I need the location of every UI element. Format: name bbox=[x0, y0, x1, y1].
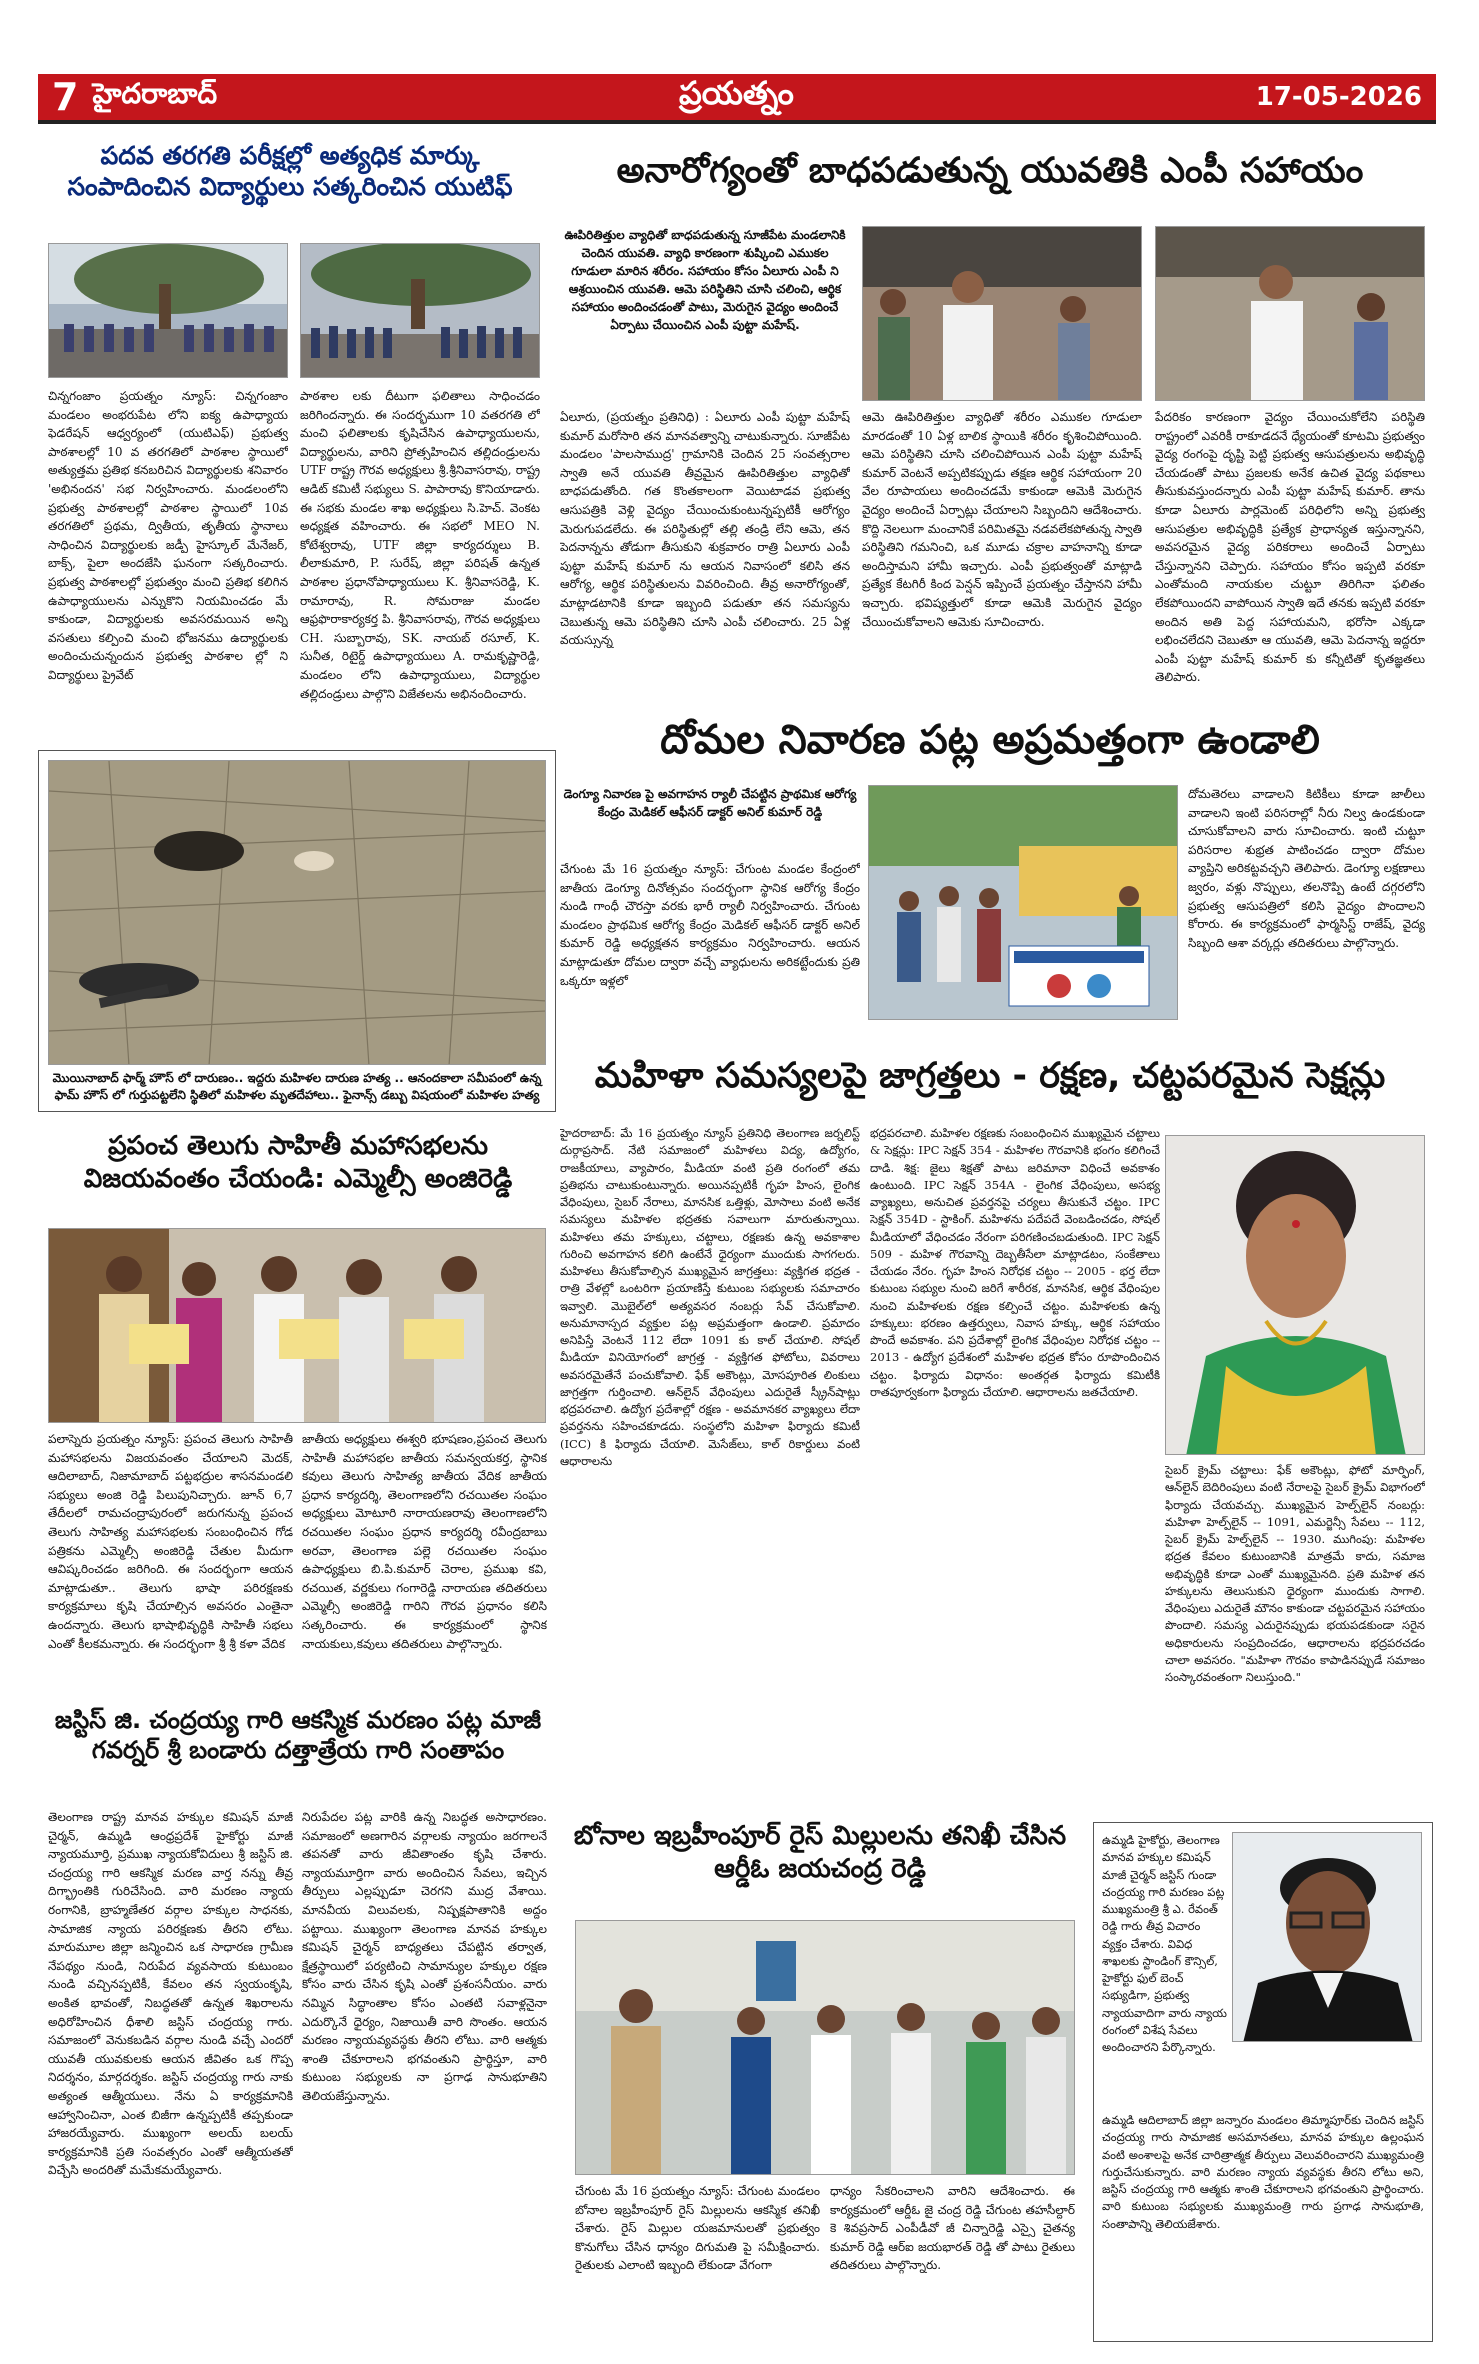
article-women-col2: భద్రపరచాలి. మహిళల రక్షణకు సంబంధించిన ముఖ్యమైన చట్టాలు & సెక్షన్లు: IPC సెక్షన్ 354 - మహిళల గౌరవానికి భంగం కలిగించే దాడి. శిక్ష: జైలు శిక్షతో పాటు జరిమానా విధించే అవకాశం ఉంటుంది. IPC సెక్షన్ 354A - లైంగిక వేధింపులు, అసభ్య వ్యాఖ్యలు, అనుచిత ప్రవర్తనపై చర్యలు తీసుకునే చట్టం. IPC సెక్షన్ 354D - స్టాకింగ్. మహిళను పదేపదే వెంబడించడం, సోషల్ మీడియాలో వేధించడం నేరంగా పరిగణించబడుతుంది. IPC సెక్షన్ 509 - మహిళ గౌరవాన్ని దెబ్బతీసేలా మాట్లాడటం, సంకేతాలు చేయడం నేరం. గృహ హింస నిరోధక చట్టం -- 2005 - భర్త లేదా కుటుంబ సభ్యుల నుంచి జరిగే శారీరక, మానసిక, ఆర్థిక వేధింపుల నుంచి మహిళలకు రక్షణ కల్పించే చట్టం. మహిళలకు ఉన్న హక్కులు: భరణం ఉత్తర్వులు, నివాస హక్కు, ఆర్థిక సహాయం పొందే అవకాశం. పని ప్రదేశాల్లో లైంగిక వేధింపుల నిరోధక చట్టం -- 2013 - ఉద్యోగ ప్రదేశంలో మహిళల భద్రత కోసం రూపొందించిన చట్టం. ఫిర్యాదు విధానం: అంతర్గత ఫిర్యాదు కమిటీకి రాతపూర్వకంగా ఫిర్యాదు చేయాలి. ఆధారాలను జతచేయాలి. bbox=[870, 1126, 1160, 1399]
article-sabha-col2: జాతీయ అధ్యక్షులు ఈశ్వరి భూషణం,ప్రపంచ తెలుగు సాహితీ మహాసభల జాతీయ సమన్వయకర్త, స్థానిక కవులు తెలుగు సాహిత్య జాతీయ వేదిక జాతీయ ప్రధాన కార్యదర్శి, తెలంగాణలోని రచయితల సంఘం అధ్యక్షులు మోటూరి నారాయణరావు తెలంగాణలోని రచయితల సంఘం ప్రధాన కార్యదర్శి రవీంద్రబాబు అరవా, తెలంగాణ పల్లె రచయితల సంఘం ఉపాధ్యక్షులు బి.పి.కుమార్ చెరాల, ప్రముఖ కవి, రచయిత, వర్ణకులు గంగారెడ్డి నారాయణ తదితరులు ఎమ్మెల్సీ అంజిరెడ్డి గారిని గౌరవ ప్రధానం కలిసి సత్కరించారు. ఈ కార్యక్రమంలో స్థానిక నాయకులు,కవులు తదితరులు పాల్గొన్నారు. bbox=[302, 1432, 547, 1651]
photo-mp-with-girl-1 bbox=[862, 226, 1142, 401]
photo-mp-with-girl-2 bbox=[1155, 226, 1425, 401]
headline-dattatreya-condolence: జస్టిస్ జి. చంద్రయ్య గారి ఆకస్మిక మరణం పట్ల మాజీ గవర్నర్ శ్రీ బండారు దత్తాత్రేయ గారి సంతాపం bbox=[54, 1706, 542, 1764]
photo-utf-group-1 bbox=[48, 243, 288, 378]
article-mosquito-col1: చేగుంట మే 16 ప్రయత్నం న్యూస్: చేగుంట మండల కేంద్రంలో జాతీయ డెంగ్యూ దినోత్సవం సందర్భంగా స్థానిక ఆరోగ్య కేంద్రం నుండి గాంధీ చౌరస్తా వరకు భారీ ర్యాలీ నిర్వహించారు. చేగుంట మండలం ప్రాథమిక ఆరోగ్య కేంద్రం మెడికల్ ఆఫీసర్ డాక్టర్ అనిల్ కుమార్ రెడ్డి అధ్యక్షతన కార్యక్రమం నిర్వహించారు. ఆయన మాట్లాడుతూ దోమల ద్వారా వచ్చే వ్యాధులను అరికట్టేందుకు ప్రతి ఒక్కరూ ఇళ్లలో bbox=[560, 862, 860, 988]
article-ricemill-col2: ధాన్యం సేకరించాలని వారిని ఆదేశించారు. ఈ కార్యక్రమంలో ఆర్డీఓ జై చంద్ర రెడ్డి చేగుంట తహసీల్దార్ కె శివప్రసాద్ ఎంపీడీవో జీ చిన్నారెడ్డి ఎస్సై చైతన్య కుమార్ రెడ్డి ఆర్ఐ జయభారత్ రెడ్డి తో పాటు రైతులు తదితరులు పాల్గొన్నారు. bbox=[830, 2184, 1075, 2273]
headline-telugu-sabha: ప్రపంచ తెలుగు సాహితీ మహాసభలను విజయవంతం చేయండి: ఎమ్మెల్సీ అంజిరెడ్డి bbox=[83, 1131, 513, 1194]
headline-rice-mill: బోనాల ఇబ్రహీంపూర్ రైస్ మిల్లులను తనిఖీ చేసిన ఆర్డీఓ జయచంద్ర రెడ్డి bbox=[573, 1821, 1067, 1884]
header-left bbox=[52, 75, 217, 119]
cm-condolence-text-left: ఉమ్మడి హైకోర్టు, తెలంగాణ మానవ హక్కుల కమిషన్ మాజీ చైర్మన్ జస్టిస్ గుండా చంద్రయ్య గారి మరణం పట్ల ముఖ్యమంత్రి శ్రీ ఎ. రేవంత్ రెడ్డి గారు తీవ్ర విచారం వ్యక్తం చేశారు. వివిధ శాఖలకు స్టాండింగ్ కౌన్సిల్, హైకోర్టు ఫుల్ బెంచ్ సభ్యుడిగా, ప్రభుత్వ న్యాయవాదిగా వారు న్యాయ రంగంలో విశేష సేవలు అందించారని పేర్కొన్నారు. bbox=[1102, 1833, 1227, 2054]
article-mp-col2: ఆమె ఊపిరితిత్తుల వ్యాధితో శరీరం ఎముకల గూడులా మారడంతో 10 ఏళ్ల బాలిక స్థాయికి శరీరం కృశించిపోయింది. ఆమె పరిస్థితిని చూసి చలించిపోయిన ఎంపీ పుట్టా మహేష్ కుమార్ వెంటనే అప్పటికప్పుడు తక్షణ ఆర్థిక సహాయంగా 20 వేల రూపాయలు అందించడమే కాకుండా ఆమెకి మెరుగైన వైద్యం అందించే ఏర్పాట్లు చేయాలని సిబ్బందిని ఆదేశించారు. కొద్ది నెలలుగా మంచానికే పరిమితమై నడవలేకపోతున్న స్వాతి పరిస్థితిని గమనించి, ఒక మూడు చక్రాల వాహనాన్ని కూడా అందిస్తామని హామీ ఇచ్చారు. ఎంపీ ప్రభుత్వంతో మాట్లాడి ప్రత్యేక కేటగిరీ కింద పెన్షన్ ఇప్పించే ప్రయత్నం చేస్తానని హామీ ఇచ్చారు. భవిష్యత్తులో కూడా ఆమెకి మెరుగైన వైద్యం చేయించుకోవాలని ఆమెకు సూచించారు. bbox=[862, 410, 1142, 629]
headline-women-safety: మహిళా సమస్యలపై జాగ్రత్తలు - రక్షణ, చట్టపరమైన సెక్షన్లు bbox=[594, 1056, 1386, 1096]
page-number: 7 bbox=[52, 75, 79, 119]
photo-justice-chandraiah bbox=[1232, 1832, 1422, 2042]
article-condolence-col1: తెలంగాణ రాష్ట్ర మానవ హక్కుల కమిషన్ మాజీ చైర్మన్, ఉమ్మడి ఆంధ్రప్రదేశ్ హైకోర్టు మాజీ న్యాయమూర్తి, ప్రముఖ న్యాయకోవిదులు శ్రీ జస్టిస్ జి. చంద్రయ్య గారి ఆకస్మిక మరణ వార్త నన్ను తీవ్ర దిగ్భ్రాంతికి గురిచేసింది. వారి మరణం న్యాయ రంగానికి, బ్రాహ్మణేతర వర్గాల హక్కుల సాధనకు, సామాజిక న్యాయ పరిరక్షణకు తీరని లోటు. మారుమూల జిల్లా జన్మించిన ఒక సాధారణ గ్రామీణ నేపథ్యం నుండి, నిరుపేద వ్యవసాయ కుటుంబం నుండి వచ్చినప్పటికీ, కేవలం తన స్వయంకృషి, అంకిత భావంతో, నిబద్ధతతో ఉన్నత శిఖరాలను అధిరోహించిన ధీశాలి జస్టిస్ చంద్రయ్య గారు. సమాజంలో వెనుకబడిన వర్గాల నుండి వచ్చే ఎందరో యువతీ యువకులకు ఆయన జీవితం ఒక గొప్ప నిదర్శనం, మార్గదర్శకం. జస్టిస్ చంద్రయ్య గారు నాకు అత్యంత ఆత్మీయులు. నేను ఏ కార్యక్రమానికి ఆహ్వానించినా, ఎంత బిజీగా ఉన్నప్పటికీ తప్పకుండా హాజరయ్యేవారు. ముఖ్యంగా అలయ్ బలయ్ కార్యక్రమానికి ప్రతి సంవత్సరం ఎంతో ఆత్మీయతతో విచ్చేసి అందరితో మమేకమయ్యేవారు. bbox=[48, 1810, 293, 2178]
photo-farmhouse-scene bbox=[48, 760, 546, 1065]
article-condolence-col2: నిరుపేదల పట్ల వారికి ఉన్న నిబద్ధత అసాధారణం. సమాజంలో అణగారిన వర్గాలకు న్యాయం జరగాలనే తపనతో వారు జీవితాంతం కృషి చేశారు. న్యాయమూర్తిగా వారు అందించిన సేవలు, ఇచ్చిన తీర్పులు ఎల్లప్పుడూ చెరగని ముద్ర వేశాయి. మానవీయ విలువలకు, నిష్పక్షపాతానికి అద్దం పట్టాయి. ముఖ్యంగా తెలంగాణ మానవ హక్కుల కమిషన్ చైర్మన్ బాధ్యతలు చేపట్టిన తర్వాత, క్షేత్రస్థాయిలో పర్యటించి సామాన్యుల హక్కుల రక్షణ కోసం వారు చేసిన కృషి ఎంతో ప్రశంసనీయం. వారు నమ్మిన సిద్ధాంతాల కోసం ఎంతటి సవాళ్లనైనా ఎదుర్కొనే ధైర్యం, నిజాయితీ వారి సొంతం. ఆయన మరణం న్యాయవ్యవస్థకు తీరని లోటు. వారి ఆత్మకు శాంతి చేకూరాలని భగవంతుని ప్రార్థిస్తూ, వారి కుటుంబ సభ్యులకు నా ప్రగాఢ సానుభూతిని తెలియజేస్తున్నాను. bbox=[302, 1810, 547, 2103]
article-women-col3: సైబర్ క్రైమ్ చట్టాలు: ఫేక్ అకౌంట్లు, ఫోటో మార్ఫింగ్, ఆన్‌లైన్ బెదిరింపులు వంటి నేరాలపై సైబర్ క్రైమ్ విభాగంలో ఫిర్యాదు చేయవచ్చు. ముఖ్యమైన హెల్ప్‌లైన్ నంబర్లు: మహిళా హెల్ప్‌లైన్ -- 1091, ఎమర్జెన్సీ సేవలు -- 112, సైబర్ క్రైమ్ హెల్ప్‌లైన్ -- 1930. ముగింపు: మహిళల భద్రత కేవలం కుటుంబానికి మాత్రమే కాదు, సమాజ అభివృద్ధికి కూడా ఎంతో ముఖ్యమైనది. ప్రతి మహిళ తన హక్కులను తెలుసుకుని ధైర్యంగా ముందుకు సాగాలి. వేధింపులు ఎదురైతే మౌనం కాకుండా చట్టపరమైన సహాయం పొందాలి. సమస్య ఎదురైనప్పుడు భయపడకుండా సరైన అధికారులను సంప్రదించడం, ఆధారాలను భద్రపరచడం చాలా అవసరం. "మహిళా గౌరవం కాపాడినప్పుడే సమాజం సంస్కారవంతంగా నిలుస్తుంది." bbox=[1165, 1463, 1425, 1684]
headline-mosquito: దోమల నివారణ పట్ల అప్రమత్తంగా ఉండాలి bbox=[660, 717, 1320, 763]
article-sabha-col1: పలాస్నెరు ప్రయత్నం న్యూస్: ప్రపంచ తెలుగు సాహితీ మహాసభలను విజయవంతం చేయాలని మెదక్, ఆదిలాబాద్, నిజామాబాద్ పట్టభద్రుల శాసనమండలి సభ్యులు అంజి రెడ్డి పిలుపునిచ్చారు. జూన్ 6,7 తేదీలలో రామచంద్రాపురంలో జరుగనున్న ప్రపంచ తెలుగు సాహిత్య మహాసభలకు సంబంధించిన గోడ పత్రికను ఎమ్మెల్సీ అంజిరెడ్డి చేతుల మీదుగా ఆవిష్కరించడం జరిగింది. ఈ సందర్భంగా ఆయన మాట్లాడుతూ.. తెలుగు భాషా పరిరక్షణకు కార్యక్రమాలు కృషి చేయాల్సిన అవసరం ఎంతైనా ఉందన్నారు. తెలుగు భాషాభివృద్ధికి సాహితీ సభలు ఎంతో కీలకమన్నారు. ఈ సందర్భంగా శ్రీ శ్రీ కళా వేదిక bbox=[48, 1432, 293, 1651]
article-mp-col3: పేదరికం కారణంగా వైద్యం చేయించుకోలేని పరిస్థితి రాష్ట్రంలో ఎవరికీ రాకూడదనే ధ్యేయంతో కూటమి ప్రభుత్వం వైద్య రంగంపై దృష్టి పెట్టి ప్రభుత్వ ఆసుపత్రులను అభివృద్ధి చేయడంతో పాటు ప్రజలకు అనేక ఉచిత వైద్య పథకాలు తీసుకువస్తుందన్నారు ఎంపీ పుట్టా మహేష్ కుమార్. తాను కూడా ఏలూరు పార్లమెంట్ పరిధిలోని అన్ని ప్రభుత్వ ఆసుపత్రుల అభివృద్ధికి ప్రత్యేక ప్రాధాన్యత ఇస్తున్నానని, అవసరమైన వైద్య పరికరాలు అందించే ఏర్పాటు చేస్తున్నానని చెప్పారు. సహాయం కోసం ఇప్పటి వరకూ ఎంతోమంది నాయకుల చుట్టూ తిరిగినా ఫలితం లేకపోయిందని వాపోయిన స్వాతి ఇదే తనకు ఇప్పటి వరకూ అందిన అతి పెద్ద సహాయమని, భరోసా ఎక్కడా లభించలేదని చెబుతూ ఆ యువతి, ఆమె పెదనాన్న ఇద్దరూ ఎంపీ పుట్టా మహేష్ కుమార్ కు కన్నీటితో కృతజ్ఞతలు తెలిపారు. bbox=[1155, 410, 1425, 685]
mosquito-kicker: డెంగ్యూ నివారణ పై అవగాహన ర్యాలీ చేపట్టిన ప్రాథమిక ఆరోగ్య కేంద్రం మెడికల్ ఆఫీసర్ డాక్టర్ అనిల్ కుమార్ రెడ్డి bbox=[563, 787, 857, 819]
headline-utf-felicitation: పదవ తరగతి పరీక్షల్లో అత్యధిక మార్కు సంపాదించిన విద్యార్థులు సత్కరించిన యుటిఫ్ bbox=[67, 141, 513, 202]
section-name: హైదరాబాద్ bbox=[92, 77, 218, 110]
headline-mp-help: అనారోగ్యంతో బాధపడుతున్న యువతికి ఎంపీ సహాయం bbox=[616, 151, 1364, 191]
mp-help-kicker: ఊపిరితిత్తుల వ్యాధితో బాధపడుతున్న సూజీపేట మండలానికి చెందిన యువతి. వ్యాధి కారణంగా శుష్కించి ఎముకల గూడులా మారిన శరీరం. సహాయం కోసం ఏలూరు ఎంపీ ని ఆశ్రయించిన యువతి. ఆమె పరిస్థితిని చూసి చలించి, ఆర్థిక సహాయం అందించడంతో పాటు, మెరుగైన వైద్యం అందించే ఏర్పాటు చేయించిన ఎంపీ పుట్టా మహేష్. bbox=[564, 228, 846, 332]
farmhouse-caption: మొయినాబాద్ ఫార్మ్ హౌస్ లో దారుణం.. ఇద్దరు మహిళల దారుణ హత్య .. ఆనందకాలా సమీపంలో ఉన్న ఫామ్ హౌస్ లో గుర్తుపట్టలేని స్థితిలో మహిళల మృతదేహాలు.. ఫైనాన్స్ డబ్బు విషయంలో మహిళల హత్య bbox=[48, 1070, 546, 1108]
photo-woman-author bbox=[1165, 1135, 1425, 1455]
article-mosquito-col2: దోమతెరలు వాడాలని కిటికీలు కూడా జాలీలు వాడాలని ఇంటి పరిసరాల్లో నీరు నిల్వ ఉండకుండా చూసుకోవాలని వారు సూచించారు. ఇంటి చుట్టూ పరిసరాల శుభ్రత పాటించడం ద్వారా దోమల వ్యాప్తిని అరికట్టవచ్చని తెలిపారు. డెంగ్యూ లక్షణాలు జ్వరం, వళ్లు నొప్పులు, తలనొప్పి ఉంటే దగ్గరలోని ప్రభుత్వ ఆసుపత్రిలో కలిసి వైద్యం పొందాలని కోరారు. ఈ కార్యక్రమంలో ఫార్మసిస్ట్ రాజేష్, వైద్య సిబ్బంది ఆశా వర్కర్లు తదితరులు పాల్గొన్నారు. bbox=[1188, 787, 1425, 950]
page-header-band bbox=[38, 74, 1436, 124]
article-women-col1: హైదరాబాద్: మే 16 ప్రయత్నం న్యూస్ ప్రతినిధి తెలంగాణ జర్నలిస్ట్ దుర్గాప్రసాద్. నేటి సమాజంలో మహిళలు విద్య, ఉద్యోగం, రాజకీయాలు, వ్యాపారం, మీడియా వంటి ప్రతి రంగంలో తమ ప్రతిభను చాటుకుంటున్నారు. అయినప్పటికీ గృహ హింస, లైంగిక వేధింపులు, సైబర్ నేరాలు, మానసిక ఒత్తిళ్లు, మోసాలు వంటి అనేక సమస్యలు మహిళల భద్రతకు సవాలుగా మారుతున్నాయి. మహిళలు తమ హక్కులు, చట్టాలు, రక్షణకు ఉన్న అవకాశాల గురించి అవగాహన కలిగి ఉంటేనే ధైర్యంగా ముందుకు సాగగలరు. మహిళలు తీసుకోవాల్సిన ముఖ్యమైన జాగ్రత్తలు: వ్యక్తిగత భద్రత - రాత్రి వేళల్లో ఒంటరిగా ప్రయాణిస్తే కుటుంబ సభ్యులకు సమాచారం ఇవ్వాలి. మొబైల్‌లో అత్యవసర నంబర్లు సేవ్ చేసుకోవాలి. అనుమానాస్పద వ్యక్తుల పట్ల అప్రమత్తంగా ఉండాలి. ప్రమాదం అనిపిస్తే వెంటనే 112 లేదా 1091 కు కాల్ చేయాలి. సోషల్ మీడియా వినియోగంలో జాగ్రత్త - వ్యక్తిగత ఫోటోలు, వివరాలు అవసరమైతేనే పంచుకోవాలి. ఫేక్ అకౌంట్లు, మోసపూరిత లింకులు జాగ్రత్తగా గుర్తించాలి. ఆన్‌లైన్ వేధింపులు ఎదురైతే స్క్రీన్‌షాట్లు భద్రపరచాలి. ఉద్యోగ ప్రదేశాల్లో రక్షణ - అవమానకర వ్యాఖ్యలు లేదా ప్రవర్తనను సహించకూడదు. సంస్థలోని మహిళా ఫిర్యాదు కమిటీ (ICC) కి ఫిర్యాదు చేయాలి. మెసేజ్‌లు, కాల్ రికార్డులు వంటి ఆధారాలను bbox=[560, 1126, 860, 1468]
article-utf-col2: పాఠశాల లకు దీటుగా ఫలితాలు సాధించడం జరిగిందన్నారు. ఈ సందర్భముగా 10 వతరగతి లో మంచి ఫలితాలకు కృషిచేసిన ఉపాధ్యాయులను, విద్యార్థులను, వారిని ప్రోత్సహించిన తల్లిదండ్రులను UTF రాష్ట్ర గౌరవ అధ్యక్షులు శ్రీ.శ్రీనివాసరావు, రాష్ట్ర ఆడిట్ కమిటీ సభ్యులు S. పాపారావు కొనియాడారు. ఈ సభకు మండల శాఖ అధ్యక్షులు సి.హెచ్. వెంకట అధ్యక్షత వహించారు. ఈ సభలో MEO N. కోటేశ్వరావు, UTF జిల్లా కార్యదర్శులు B. లీలాకుమారి, P. సురేష్, జిల్లా పరిషత్ ఉన్నత పాఠశాల ప్రధానోపాధ్యాయులు K. శ్రీనివాసరెడ్డి, K. రామారావు, R. సోమరాజు మండల ఆఫ్రఫొరాకార్యకర్త పి. శ్రీనివాసరావు, గౌరవ అధ్యక్షులు CH. సుబ్బారావు, SK. నాయబ్ రసూల్, K. సునీత, రిటైర్డ్ ఉపాధ్యాయులు A. రామకృష్ణారెడ్డి, మండలం లోని ఉపాధ్యాయులు, విద్యార్థుల తల్లిదండ్రులు పాల్గొని విజేతలను అభినందించారు. bbox=[300, 389, 540, 701]
photo-rice-mill-inspection bbox=[575, 1920, 1075, 2175]
article-mp-col1: ఏలూరు, (ప్రయత్నం ప్రతినిధి) : ఏలూరు ఎంపీ పుట్టా మహేష్ కుమార్ మరోసారి తన మానవత్వాన్ని చాటుకున్నారు. సూజీపేట మండలం 'పాలసాముద్ర' గ్రామానికి చెందిన 25 సంవత్సరాల స్వాతి అనే యువతి తీవ్రమైన ఊపిరితిత్తుల వ్యాధితో బాధపడుతోంది. గత కొంతకాలంగా వెయిటాడవ ప్రభుత్వ ఆసుపత్రికి వెళ్లి వైద్యం చేయించుకుంటున్నప్పటికీ ఆరోగ్యం మెరుగుపడలేదు. ఈ పరిస్థితుల్లో తల్లి తండ్రి లేని ఆమె, తన పెదనాన్నను తోడుగా తీసుకుని శుక్రవారం రాత్రి ఏలూరు ఎంపీ పుట్టా మహేష్ కుమార్ ను ఆయన నివాసంలో కలిసి తన ఆరోగ్య, ఆర్థిక పరిస్థితులను వివరించింది. తీవ్ర అనారోగ్యంతో, మాట్లాడటానికి కూడా ఇబ్బంది పడుతూ తన సమస్యను చెబుతున్న ఆమె పరిస్థితిని చూసి ఎంపీ చలించారు. 25 ఏళ్ల వయస్సున్న bbox=[560, 410, 850, 648]
article-utf-col1: చిన్నగంజాం ప్రయత్నం న్యూస్: చిన్నగంజాం మండలం అంభరుపేట లోని ఐక్య ఉపాధ్యాయ ఫెడరేషన్ ఆధ్వర్యంలో (యుటిఎఫ్) ప్రభుత్వ పాఠశాలల్లో 10 వ తరగతిలో పాఠశాల స్థాయిలో అత్యుత్తమ ప్రతిభ కనబరిచిన విద్యార్థులకు శనివారం 'అభినందన' సభ నిర్వహించారు. మండలంలోని ప్రభుత్వ పాఠశాలల్లో పాఠశాల స్థాయిలో 10వ తరగతిలో ప్రథమ, ద్వితీయ, తృతీయ స్థానాలు సాధించిన విద్యార్థులకు జడ్పీ హైస్కూల్ మేనేజర్, బాక్స్, పైలా అందజేసి ఘనంగా సత్కరించారు. ప్రభుత్వ పాఠశాలల్లో ప్రభుత్వం మంచి ప్రతిభ కలిగిన ఉపాధ్యాయులను ఎన్నుకొని నియమించడం మే కాకుండా, విద్యార్థులకు అవసరమయిన అన్ని వసతులు కల్పించి మంచి భోజనము ఉద్యార్థులకు అందించుచున్నందున ప్రభుత్వ పాఠశాల ల్లో ని విద్యార్థులు ప్రైవేట్ bbox=[48, 389, 288, 682]
issue-date: 17-05-2026 bbox=[1255, 82, 1422, 112]
article-ricemill-col1: చేగుంట మే 16 ప్రయత్నం న్యూస్: చేగుంట మండలం బోనాల ఇబ్రహీంపూర్ రైస్ మిల్లులను ఆకస్మిక తనిఖీ చేశారు. రైస్ మిల్లుల యజమానులతో ప్రభుత్వం కొనుగోలు చేసిన ధాన్యం దిగుమతి పై సమీక్షించారు. రైతులకు ఎలాంటి ఇబ్బంది లేకుండా వేగంగా bbox=[575, 2184, 820, 2273]
paper-name: ప్రయత్నం bbox=[678, 74, 794, 112]
photo-poster-release bbox=[48, 1228, 546, 1423]
photo-dengue-rally bbox=[868, 785, 1178, 1020]
photo-utf-group-2 bbox=[300, 243, 540, 378]
cm-condolence-text-bottom: ఉమ్మడి ఆదిలాబాద్ జిల్లా జన్నారం మండలం తిమ్మాపూర్‌కు చెందిన జస్టిస్ చంద్రయ్య గారు సామాజిక అసమానతలు, మానవ హక్కుల ఉల్లంఘన వంటి అంశాలపై అనేక చారిత్రాత్మక తీర్పులు వెలువరించారని ముఖ్యమంత్రి గుర్తుచేసుకున్నారు. వారి మరణం న్యాయ వ్యవస్థకు తీరని లోటు అని, జస్టిస్ చంద్రయ్య గారి ఆత్మకు శాంతి చేకూరాలని భగవంతుని ప్రార్థించారు. వారి కుటుంబ సభ్యులకు ముఖ్యమంత్రి గారు ప్రగాఢ సానుభూతి, సంతాపాన్ని తెలియజేశారు. bbox=[1102, 2113, 1424, 2231]
